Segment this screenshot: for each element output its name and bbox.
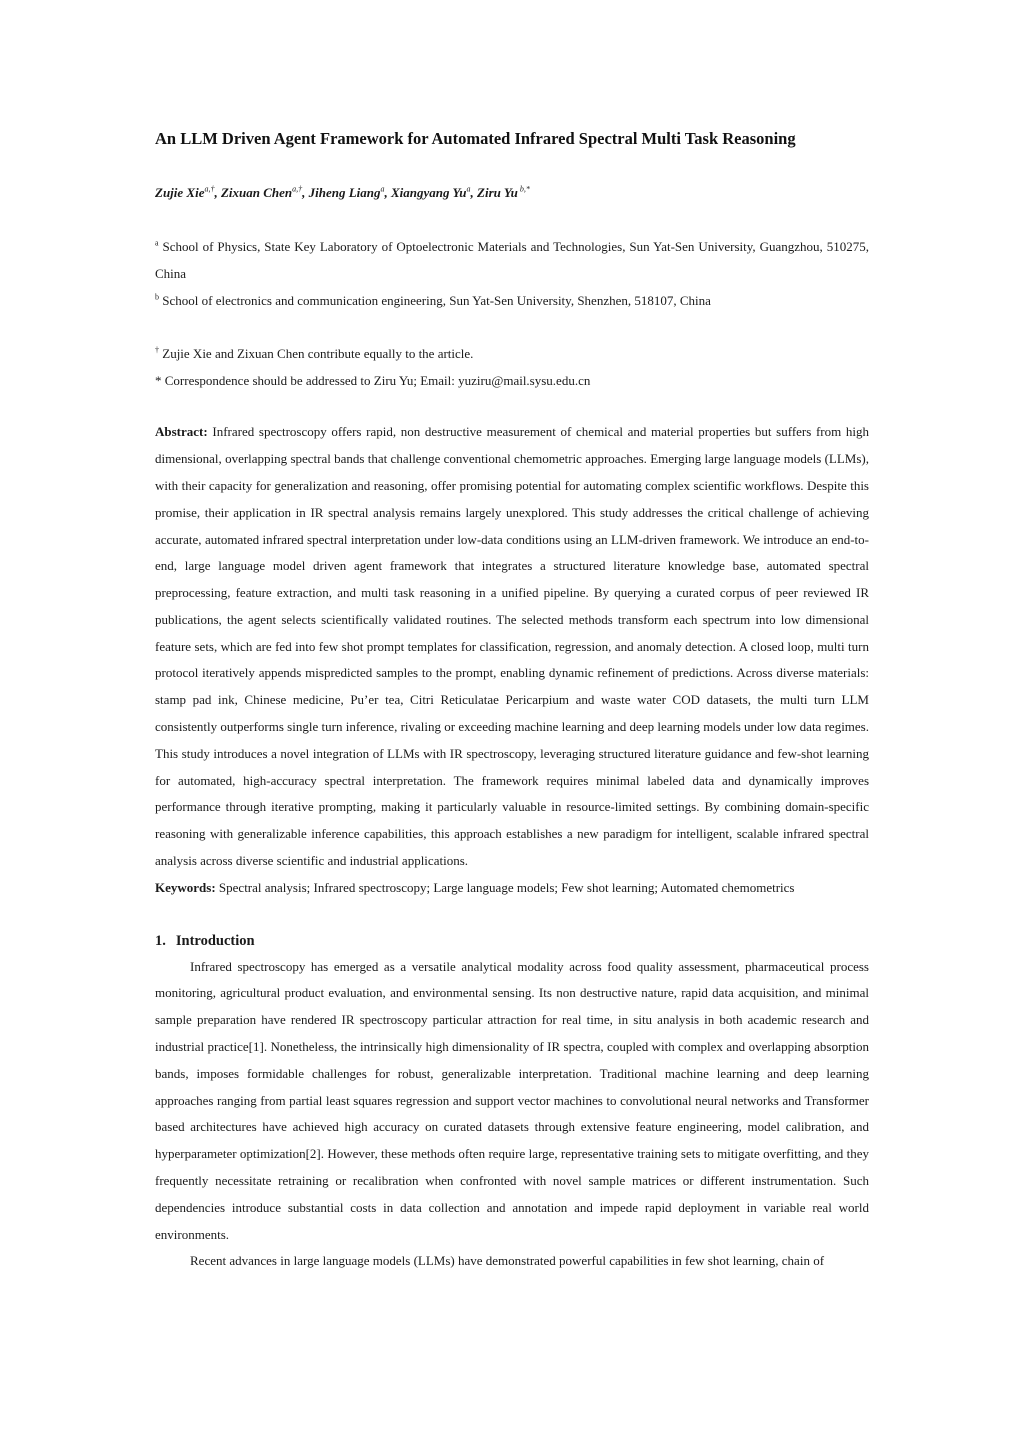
affiliations [155, 234, 869, 314]
correspondence-note: * Correspondence should be addressed to Ziru Yu; Email: yuziru@mail.sysu.edu.cn [155, 372, 591, 388]
author: Xiangyang Yu$^a$, [391, 185, 478, 201]
author-notes [155, 341, 869, 395]
author: Ziru Yu $^{b,*}$ [477, 185, 530, 201]
author: Jiheng Liang$^a$, [308, 185, 392, 201]
author: Zujie Xie$^{a,\dagger}$, [155, 185, 221, 201]
abstract-label: Abstract: [155, 424, 208, 440]
affiliation-a: $^a$ School of Physics, State Key Laboratory of Optoelectronic Materials and Technologies, Sun Yat-Sen University, Guangzhou, 510275, China [155, 239, 869, 282]
author: Zixuan Chen$^{a,\dagger}$, [220, 185, 309, 201]
body-paragraph: Recent advances in large language models (LLMs) have demonstrated powerful capabilities in few shot learning, chain of [190, 1253, 825, 1269]
affiliation-b: $^b$ School of electronics and communication engineering, Sun Yat-Sen University, Shenzhen, 518107, China [155, 292, 711, 308]
paper-title: An LLM Driven Agent Framework for Automated Infrared Spectral Multi Task Reasoning [155, 129, 796, 148]
keywords-label: Keywords: [155, 879, 216, 895]
section-number: 1. [155, 932, 166, 949]
abstract-text: Infrared spectroscopy offers rapid, non destructive measurement of chemical and material properties but suffers from high dimensional, overlapping spectral bands that challenge conventional chemometric approaches. Emerging large language models (LLMs), with their capacity for generalization and reasoning, offer promising potential for automating complex scientific workflows. Despite this promise, their application in IR spectral analysis remains largely unexplored. This study addresses the critical challenge of achieving accurate, automated infrared spectral interpretation under low-data conditions using an LLM-driven framework. We introduce an end-to-end, large language model driven agent framework that integrates a structured literature knowledge base, automated spectral preprocessing, feature extraction, and multi task reasoning in a unified pipeline. By querying a curated corpus of peer reviewed IR publications, the agent selects scientifically validated routines. The selected methods transform each spectrum into low dimensional feature sets, which are fed into few shot prompt templates for classification, regression, and anomaly detection. A closed loop, multi turn protocol iteratively appends mispredicted samples to the prompt, enabling dynamic refinement of predictions. Across diverse materials: stamp pad ink, Chinese medicine, Pu’er tea, Citri Reticulatae Pericarpium and waste water COD datasets, the multi turn LLM consistently outperforms single turn inference, rivaling or exceeding machine learning and deep learning models under low data regimes. This study introduces a novel integration of LLMs with IR spectroscopy, leveraging structured literature guidance and few-shot learning for automated, high-accuracy spectral interpretation. The framework requires minimal labeled data and dynamically improves performance through iterative prompting, making it particularly valuable in resource-limited settings. By combining domain-specific reasoning with generalizable inference capabilities, this approach establishes a new paradigm for intelligent, scalable infrared spectral analysis across diverse scientific and industrial applications. [155, 424, 869, 869]
section-title: Introduction [175, 932, 255, 949]
keywords-text: Spectral analysis; Infrared spectroscopy; Large language models; Few shot learning; Automated chemometrics [215, 879, 795, 895]
keywords [155, 875, 869, 902]
section-heading [155, 928, 869, 954]
paper-page [155, 122, 869, 1275]
abstract [155, 419, 869, 875]
author-list [155, 180, 869, 203]
body-paragraph: Infrared spectroscopy has emerged as a versatile analytical modality across food quality assessment, pharmaceutical process monitoring, agricultural product evaluation, and environmental sensing. Its non destructive nature, rapid data acquisition, and minimal sample preparation have rendered IR spectroscopy particular attraction for real time, in situ analysis in both academic research and industrial practice[1]. Nonetheless, the intrinsically high dimensionality of IR spectra, coupled with complex and overlapping absorption bands, imposes formidable challenges for robust, generalizable interpretation. Traditional machine learning and deep learning approaches ranging from partial least squares regression and support vector machines to convolutional neural networks and Transformer based architectures have achieved high accuracy on curated datasets through extensive feature engineering, model calibration, and hyperparameter optimization[2]. However, these methods often require large, representative training sets to mitigate overfitting, and they frequently necessitate retraining or recalibration when confronted with novel sample matrices or different instrumentation. Such dependencies introduce substantial costs in data collection and annotation and impede rapid deployment in variable real world environments. [155, 958, 869, 1242]
equal-contribution-note: † Zujie Xie and Zixuan Chen contribute equally to the article. [155, 345, 474, 361]
